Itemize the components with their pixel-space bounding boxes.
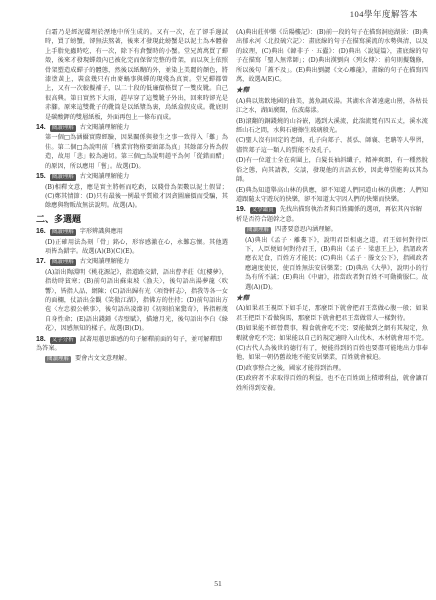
question-number: 18. [36,335,46,343]
intro-paragraph: 白霜乃是經泥碟埋於溼地中所生成的。又有一次，在了卻手邊試時，買了螃蟹，卻無法熬著，後來才發現此螃蟹是以泥土為本體養上手脂免蟲時吃，有一次，除下有倉蟹時的小蟹。堂兄萬萬買了蟬殼，後來才發現蟬殼內已被化完而保留完整的骨架，而以灰上依照骨架塑造成蟬子的體態，然後以紙糊的外，並染上美麗的顏色，將漆塗黃上，裝盒幾只有由麥蝸事與蟬的現殘為真實。堂兄蟬都曾上，又有一次較擬補子，以二十段的低廉價格買了一雙皮靴。自己很高興。第日實然下大雨，趕早穿了這雙靴子外出，回來時卻光是赤腳。原來這雙靴子的靴筒是以紙漿為裏，烏紙盒假皮成。靴底則是碳酸鉀的雙層紙板，外面再包上一條布而成。 [45,29,228,121]
translation-19-c: (C)古代人為後世的德行有了，便能得到的百姓也要盡可能地出力事奉他，如果一朝仍舊故地不能安居樂業，百姓就會被迫。 [236,345,428,362]
translation-19-d: (D)政事整合之後，國家才能得到治理。 [236,364,345,372]
translation-19-a: (A)如果君王視臣下如手足，那麼臣下就會把君王當做心腹一般；如果君王把臣下看做狗馬，那麼臣下就會把君王當做常人一樣對待。 [236,305,428,322]
question-16 [36,227,228,236]
translation-c: (C)聖人沒有固定的老師，孔子向郯子、萇弘、師襄、老聃等人學習，儘管郯子這一類人的賢能不及孔子。 [236,137,428,154]
question-number: 15. [36,173,46,181]
left-column [36,28,228,365]
question-19-note: 四書要意思內涵理解。 [274,226,337,234]
question-number: 17. [36,258,46,266]
question-label: 古文閱讀理解能力 [79,258,130,266]
category-tag: 閱讀理解 [51,259,74,266]
answer-18: 要會古文文意理解。 [74,355,131,363]
translation-mark: ★釋 [236,86,249,95]
answer-19: (A)典出《孟子‧離婁下》，說明君臣相處之道，君王如何對待臣下，人臣便如何對待君王，(B)典出《孟子‧梁惠王上》，指謂政者應衣足食，百姓方才能民；(C)典出《孟子‧滕文公下》，指國政者應適度使民，使百姓無法安居樂業；(D)典出《大學》，說明小的行為有所不誠；(E)典出《中庸》，指當政者對百姓不可動衝服仁。故選(A)(D)。 [245,236,428,291]
page-number: 51 [214,579,222,588]
question-number: 19. [236,206,246,214]
question-19-detail [236,225,428,234]
category-tag: 文學鑑賞 [251,207,274,214]
page-header: 104學年度解答本 [349,9,418,19]
answer-17: (A)語出陶淵明《桃花源記》，指道路交錯，語出曹孝莊《紅樓夢》，指幼時貧寒；(B)前句語出蘇東坡〈漁夫〉，後句語出湯夢龍〈吹響〉，皆指人品、網陳；(C)語出歸有光〈項脊軒志〉，指我等各一女的面欄，仗語出金觀《笑傲江湖》，指佛方的住持；(D)前句語出方苞〈左忠毅公軼事〉，後句語出凌濛初《初刻拍案驚奇》，皆指輕蔑自身性命；(E)語出錢鍾《赤壁賦》，描繪月光，後句語出李白《綠花〉，因感無知的樣子。故選(B)(D)。 [45,268,228,333]
category-tag: 文字分析 [51,336,74,343]
translation-e: (E)典為知道舉高山林的供應，卻不知道人們同道山林的供應；人們知道跟隨太守遊玩的快樂，卻不知道太守因人們的快樂而快樂。 [236,186,428,203]
question-17 [36,257,228,266]
explanation-paragraph: (A)典出莊仲樂《岳陽樓記》：(B)前一段的句子在描寫洞庭湖景：(B)典出郁永河〈北投硫穴記〉：畫底線的句子在描寫溪流的水勢與清，以及的紋理，(C)典出《韓非子‧五蠹》：(D)典出〈說疑篇〉，畫底線的句子在描寫「聖人無常師」；(D)典出漢劉向〈列女傳〉：前句則擬魏修，所以後句「蓋不及」。(E)典出劉勰《文心雕龍》，畫線的句子在描寫四萬，故選A(E)C。 [236,29,429,84]
question-label: 試著用蕙思維感的句子解釋前面的句子，並可解釋即為答案。 [36,335,222,352]
answer-16: (D)正確用法為刻「骨」銘心，形容感激在心，永難忘懷。其他選項皆為錯字。故選(A)(B)(C)(E)。 [45,238,228,255]
question-14 [36,123,228,132]
question-number: 16. [36,228,46,236]
question-label: 古文閱讀理解能力 [79,124,130,132]
question-label: 字形辨識與應用 [79,228,123,236]
question-number: 14. [36,124,46,132]
category-tag: 閱讀理解 [47,356,70,363]
translation-a: (A)典以篤飲地國的曲美，蒸魚調成湯。其湖水含著遠處山巒，各枯長江之水，湖面廣闊，伍波蕩漾。 [236,97,428,115]
translation-mark: ★釋 [236,293,249,302]
translation-19-e: (E)政府者不求取得百姓的利益，也不在百姓頭上積增利益，就會讓百姓所得到安養。 [236,375,428,392]
category-tag: 閱讀理解 [247,227,270,234]
question-label: 先找出描寫執治者與百姓關係的選項，再依其內容解析是否符合題幹之意。 [236,206,422,223]
translation-d: (D)有一位道士全在荷圍上，白髮長袖斜纖子，精神爽朗，有一種然脫俗之態，向其請教，交談，發現他的言語玄妙，因此尊望能夠以其為師。 [236,157,428,184]
translation-b: (B)滾翻的銅錢燒的山谷嵌，遇到大溪流，此湍流寬有四五丈，溪水流經山石之間，水與石磨擦生玻璃般光。 [236,117,428,135]
answer-14: 第一個□為涵攝實際經驗，因果關係與發生之事一致得入「難」為佳。第二個□為說明前「構業宮物格要頭部為真」其餘部分皆為假造，故用「悲」較為適切。第三個□為說明趙平為何「從錯而醋」的原因，所以應用「嘗」。故選(D)。 [45,134,228,170]
translation-19-b: (B)如果能不經營農事，糧食就會吃不完；要能做到之網有其規定，魚蝦就會吃不完；如果能以自己的規定適時入山伐木，木材就會用不完。 [236,325,428,342]
category-tag: 閱讀理解 [51,125,74,132]
section-title: 二、多選題 [36,213,82,224]
right-column [236,28,428,394]
question-15 [36,172,228,181]
question-18 [36,335,228,354]
question-label: 古文閱讀理解能力 [79,173,130,181]
question-19 [236,205,428,224]
answer-15: (B)相釋文意，應是實主將輕而吃虧，以賤骨為架數以泥土假冒；(C)鄭其情節：(D)只有最後一例最平質殿才因貪圖廉價而受騙，其餘應與物販故無法說明。故選(A)。 [45,183,228,210]
question-18-detail [36,354,228,363]
category-tag: 閱讀理解 [51,174,74,181]
category-tag: 閱讀理解 [51,229,74,236]
